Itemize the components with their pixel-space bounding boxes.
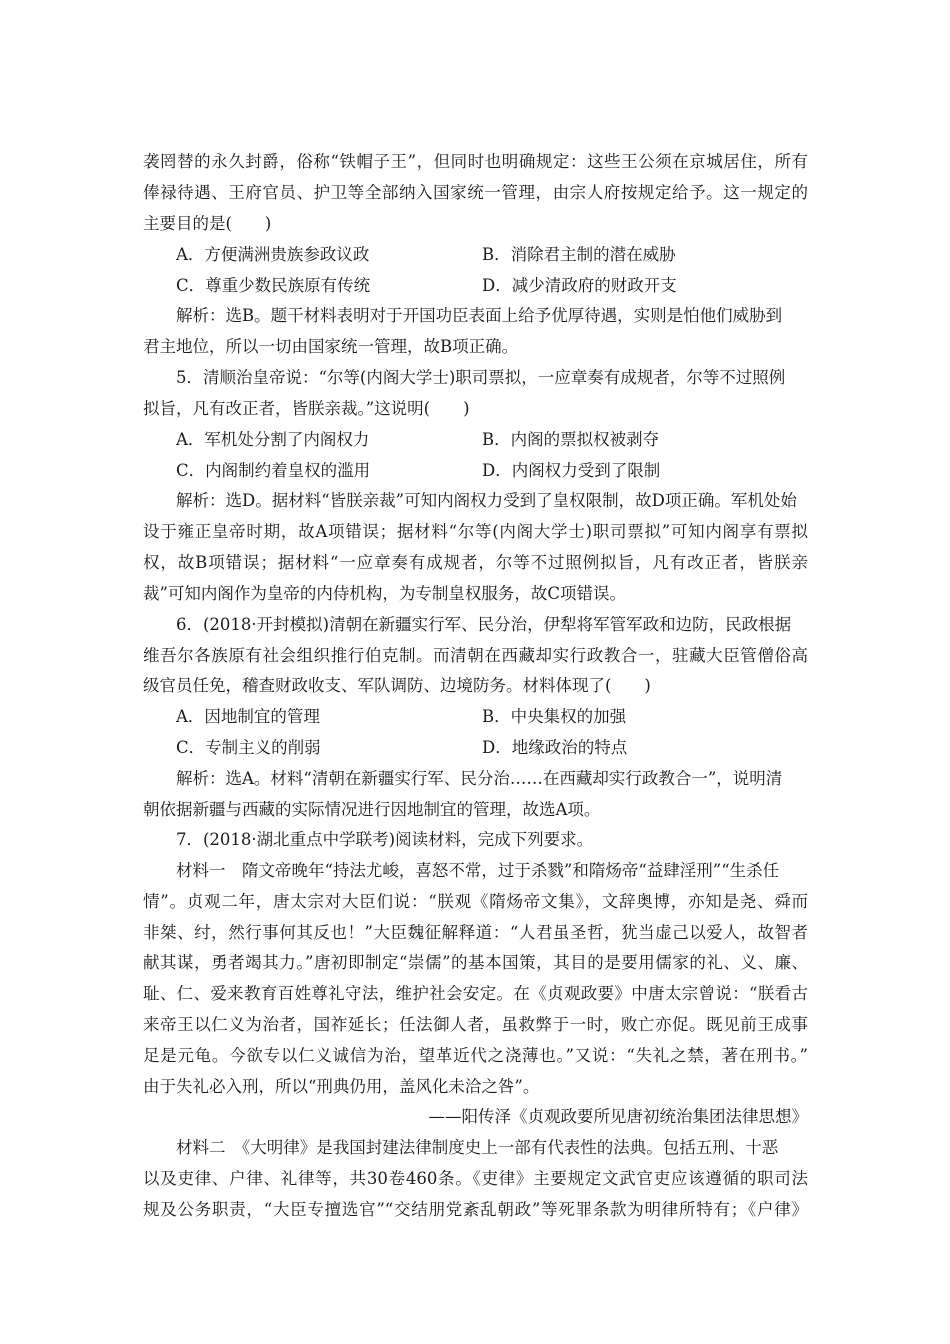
q7-material1-line-1: 材料一 隋文帝晚年“持法尤峻，喜怒不常，过于杀戮”和隋炀帝“益肆淫刑”“生杀任 [176, 861, 780, 880]
q4-analysis-line-1: 解析：选B。题干材料表明对于开国功臣表面上给予优厚待遇，实则是怕他们威胁到 [176, 306, 783, 325]
q4-option-a: A．方便满洲贵族参政议政 [176, 245, 370, 264]
q7-material1-line-2: 情”。贞观二年，唐太宗对大臣们说：“朕观《隋炀帝文集》，文辞奥博，亦知是尧、舜而 [143, 892, 808, 911]
q7-material1-line-5: 耻、仁、爱来教育百姓尊礼守法，维护社会安定。在《贞观政要》中唐太宗曾说：“朕看古 [143, 984, 808, 1003]
q7-material1-line-4: 献其谋，勇者竭其力。”唐初即制定“崇儒”的基本国策，其目的是要用儒家的礼、义、廉、 [143, 953, 808, 972]
q4-option-c: C．尊重少数民族原有传统 [176, 276, 371, 295]
q5-option-c: C．内阁制约着皇权的滥用 [176, 461, 371, 480]
q5-analysis-line-1: 解析：选D。据材料“皆朕亲裁”可知内阁权力受到了皇权限制，故D项正确。军机处始 [176, 491, 797, 510]
q5-option-b: B．内阁的票拟权被剥夺 [482, 430, 660, 449]
q5-stem-line-1: 5．清顺治皇帝说：“尔等(内阁大学士)职司票拟，一应章奏有成规者，尔等不过照例 [176, 368, 786, 387]
q6-option-d: D．地缘政治的特点 [482, 738, 628, 757]
q6-stem-line-1: 6．(2018·开封模拟)清朝在新疆实行军、民分治，伊犁将军管军政和边防，民政根据 [176, 615, 792, 634]
q7-material1-line-7: 足是元龟。今欲专以仁义诚信为治，望革近代之浇薄也。”又说：“失礼之禁，著在刑书。” [143, 1046, 808, 1065]
q6-stem-line-3: 级官员任免，稽查财政收支、军队调防、边境防务。材料体现了( ) [143, 676, 651, 695]
q4-stem-line-3: 主要目的是( ) [143, 214, 272, 233]
q6-option-c: C．专制主义的削弱 [176, 738, 321, 757]
q7-material2-line-3: 规及公务职责，“大臣专擅选官”“交结朋党紊乱朝政”等死罪条款为明律所特有；《户律》 [143, 1200, 808, 1219]
q5-stem-line-2: 拟旨，凡有改正者，皆朕亲裁。”这说明( ) [143, 399, 470, 418]
q5-analysis-line-4: 裁”可知内阁作为皇帝的内侍机构，为专制皇权服务，故C项错误。 [143, 584, 627, 603]
q7-material1-line-6: 来帝王以仁义为治者，国祚延长；任法御人者，虽救弊于一时，败亡亦促。既见前王成事 [143, 1015, 808, 1034]
q4-option-d: D．减少清政府的财政开支 [482, 276, 677, 295]
q6-option-a: A．因地制宜的管理 [176, 707, 320, 726]
q7-material2-line-1: 材料二 《大明律》是我国封建法律制度史上一部有代表性的法典。包括五刑、十恶 [176, 1138, 779, 1157]
q5-option-d: D．内阁权力受到了限制 [482, 461, 661, 480]
q6-analysis-line-1: 解析：选A。材料“清朝在新疆实行军、民分治……在西藏却实行政教合一”，说明清 [176, 769, 783, 788]
q4-stem-line-2: 俸禄待遇、王府官员、护卫等全部纳入国家统一管理，由宗人府按规定给予。这一规定的 [143, 183, 808, 202]
q4-option-b: B．消除君主制的潜在威胁 [482, 245, 676, 264]
q5-option-a: A．军机处分割了内阁权力 [176, 430, 370, 449]
q4-stem-line-1: 袭罔替的永久封爵，俗称“铁帽子王”，但同时也明确规定：这些王公须在京城居住，所有 [143, 152, 808, 171]
q7-stem: 7．(2018·湖北重点中学联考)阅读材料，完成下列要求。 [176, 830, 594, 849]
q5-analysis-line-2: 设于雍正皇帝时期，故A项错误；据材料“尔等(内阁大学士)职司票拟”可知内阁享有票拟 [143, 522, 808, 541]
q5-analysis-line-3: 权，故B项错误；据材料“一应章奏有成规者，尔等不过照例拟旨，凡有改正者，皆朕亲 [143, 553, 808, 572]
q6-analysis-line-2: 朝依据新疆与西藏的实际情况进行因地制宜的管理，故选A项。 [143, 800, 601, 819]
q7-material1-line-3: 非桀、纣，然行事何其反也！”大臣魏征解释道：“人君虽圣哲，犹当虚己以爱人，故智者 [143, 923, 808, 942]
q6-option-b: B．中央集权的加强 [482, 707, 627, 726]
q6-stem-line-2: 维吾尔各族原有社会组织推行伯克制。而清朝在西藏却实行政教合一，驻藏大臣管僧俗高 [143, 646, 808, 665]
q7-material1-source: ——阳传泽《贞观政要所见唐初统治集团法律思想》 [428, 1107, 808, 1126]
q7-material1-line-8: 由于失礼必入刑，所以“刑典仍用，盖风化未洽之咎”。 [143, 1077, 540, 1096]
q4-analysis-line-2: 君主地位，所以一切由国家统一管理，故B项正确。 [143, 337, 519, 356]
q7-material2-line-2: 以及吏律、户律、礼律等，共30卷460条。《吏律》主要规定文武官吏应该遵循的职司法 [143, 1169, 808, 1188]
